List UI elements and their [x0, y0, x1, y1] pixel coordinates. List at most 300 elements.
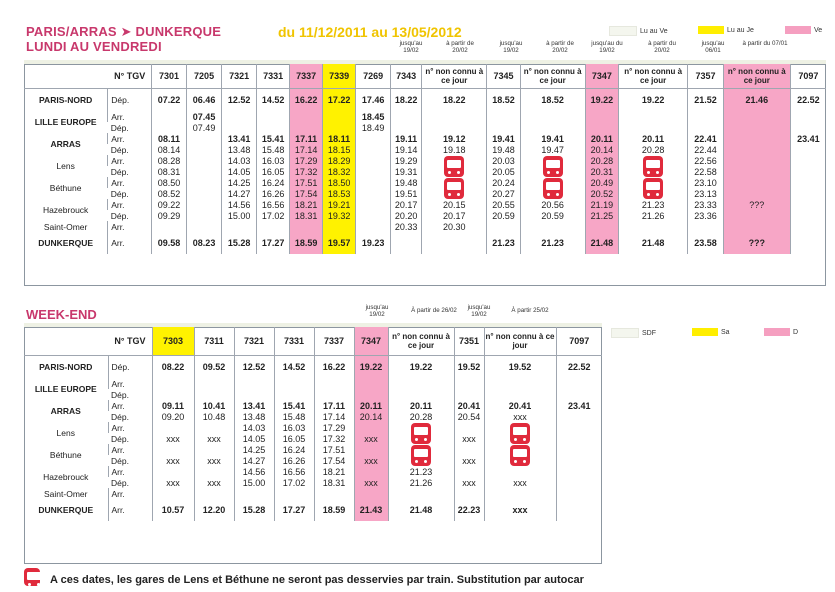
time-cell: 20.30 [422, 221, 487, 232]
time-cell [556, 378, 602, 389]
time-cell [152, 111, 187, 122]
time-cell [520, 111, 585, 122]
time-cell [322, 221, 356, 232]
arr-dep-label: Arr. [108, 400, 152, 411]
time-cell: 17.32 [290, 166, 322, 177]
train-number: n° non connu à ce jour [422, 64, 487, 89]
time-cell [556, 422, 602, 433]
time-cell: 16.22 [290, 89, 322, 112]
time-cell [234, 378, 274, 389]
time-cell: 17.02 [274, 477, 314, 488]
time-cell [356, 199, 391, 210]
time-cell: 15.48 [274, 411, 314, 422]
time-cell [194, 488, 234, 499]
time-cell [422, 232, 487, 254]
time-cell [556, 466, 602, 477]
time-cell [585, 122, 619, 133]
train-number: 7301 [152, 64, 187, 89]
time-cell: 21.19 [585, 199, 619, 210]
time-cell [194, 422, 234, 433]
time-cell [274, 389, 314, 400]
footer-note: A ces dates, les gares de Lens et Béthune ne seront pas desservies par train. Substitution par autocar [50, 574, 584, 586]
note-w7: à partir du 07/01 [742, 40, 788, 47]
table-row [24, 89, 826, 112]
time-cell: 21.23 [520, 232, 585, 254]
time-cell [487, 111, 521, 122]
time-cell: 17.32 [314, 433, 354, 444]
arr-dep-label: Arr. [108, 422, 152, 433]
time-cell [790, 144, 826, 155]
time-cell: 20.49 [585, 177, 619, 188]
time-cell [390, 122, 421, 133]
table-row [24, 411, 602, 422]
arr-dep-label: Dép. [110, 144, 129, 155]
note-e3: À partir 25/02 [511, 307, 549, 314]
legend-d: D [764, 328, 798, 336]
time-cell [256, 221, 290, 232]
time-cell: 18.31 [290, 210, 322, 221]
time-cell [274, 488, 314, 499]
time-cell: 21.26 [388, 477, 454, 488]
time-cell: 19.47 [520, 144, 585, 155]
table-row [24, 499, 602, 521]
time-cell [186, 144, 222, 155]
time-cell: 19.48 [390, 177, 421, 188]
time-cell: 20.24 [487, 177, 521, 188]
time-cell: 18.59 [290, 232, 322, 254]
train-number: 7269 [356, 64, 391, 89]
time-cell: 17.29 [290, 155, 322, 166]
time-cell [194, 444, 234, 455]
station-name: Lens [56, 428, 75, 438]
time-cell: 13.48 [234, 411, 274, 422]
train-number: n° non connu à ce jour [723, 64, 790, 89]
time-cell [790, 166, 826, 177]
arr-dep-label: Dép. [108, 356, 152, 379]
time-cell: 16.03 [256, 155, 290, 166]
weekend-timetable [24, 327, 602, 521]
time-cell [454, 422, 484, 433]
time-cell: 07.22 [152, 89, 187, 112]
time-cell: 08.23 [186, 232, 222, 254]
time-cell: 16.05 [256, 166, 290, 177]
arr-dep-label: Dép. [111, 411, 129, 422]
time-cell [556, 488, 602, 499]
time-cell: 17.54 [314, 455, 354, 466]
arr-dep-label: Arr. [108, 155, 152, 166]
bus-icon [643, 156, 663, 177]
time-cell [790, 232, 826, 254]
time-cell [222, 111, 257, 122]
time-cell [186, 221, 222, 232]
time-cell: 22.52 [790, 89, 826, 112]
train-number: n° non connu à ce jour [619, 64, 688, 89]
time-cell: xxx [354, 433, 388, 444]
time-cell [790, 199, 826, 210]
time-cell: 15.48 [256, 144, 290, 155]
time-cell: 08.31 [152, 166, 187, 177]
time-cell: 14.56 [234, 466, 274, 477]
time-cell: 19.11 [390, 133, 421, 144]
bus-icon [510, 423, 530, 444]
note-w6: jusqu'au 06/01 [701, 40, 725, 54]
time-cell: 21.26 [619, 210, 688, 221]
time-cell: 20.03 [487, 155, 521, 166]
time-cell: 23.36 [688, 210, 724, 221]
train-number: n° non connu à ce jour [520, 64, 585, 89]
time-cell: ??? [723, 232, 790, 254]
station-name: PARIS-NORD [39, 362, 93, 372]
footer-bus-icon [24, 568, 40, 586]
time-cell: 23.58 [688, 232, 724, 254]
station-name: Saint-Omer [44, 488, 88, 499]
time-cell: 21.23 [487, 232, 521, 254]
time-cell [356, 177, 391, 188]
table-row [24, 177, 826, 188]
legend-sa: Sa [692, 328, 730, 336]
time-cell: 21.43 [354, 499, 388, 521]
time-cell [520, 221, 585, 232]
time-cell: 09.58 [152, 232, 187, 254]
time-cell [186, 199, 222, 210]
time-cell [388, 488, 454, 499]
time-cell: 22.52 [556, 356, 602, 379]
time-cell: 20.20 [390, 210, 421, 221]
time-cell: 17.51 [290, 177, 322, 188]
time-cell [790, 177, 826, 188]
time-cell: 08.50 [152, 177, 187, 188]
time-cell: 18.52 [520, 89, 585, 112]
time-cell: 19.21 [322, 199, 356, 210]
time-cell [152, 488, 194, 499]
time-cell [256, 122, 290, 133]
arr-dep-label: Dép. [110, 188, 129, 199]
time-cell [556, 455, 602, 466]
arr-dep-label: Dép. [111, 477, 129, 488]
arr-dep-label: Arr. [108, 499, 152, 521]
time-cell: 15.41 [256, 133, 290, 144]
time-cell [186, 188, 222, 199]
time-cell [152, 122, 187, 133]
time-cell: 23.33 [688, 199, 724, 210]
table-row [24, 356, 602, 379]
bus-icon [543, 156, 563, 177]
time-cell: 12.20 [194, 499, 234, 521]
station-name: DUNKERQUE [38, 505, 94, 515]
time-cell [484, 466, 556, 477]
time-cell: 14.56 [222, 199, 257, 210]
time-cell: 16.24 [256, 177, 290, 188]
time-cell: 16.56 [256, 199, 290, 210]
time-cell: 14.52 [274, 356, 314, 379]
time-cell [152, 466, 194, 477]
note-e0: jusqu'au 19/02 [365, 304, 389, 318]
time-cell [484, 389, 556, 400]
time-cell: 19.41 [487, 133, 521, 144]
legend-swatch-yellow [698, 26, 724, 34]
train-number: 7321 [234, 327, 274, 356]
arr-dep-label: Dép. [110, 210, 129, 221]
bus-icon [444, 178, 464, 199]
time-cell [454, 378, 484, 389]
time-cell [556, 389, 602, 400]
time-cell: 16.56 [274, 466, 314, 477]
bus-icon [444, 156, 464, 177]
time-cell: 21.25 [585, 210, 619, 221]
train-number: 7097 [790, 64, 826, 89]
time-cell: 18.15 [322, 144, 356, 155]
time-cell: 20.11 [619, 133, 688, 144]
time-cell: 20.55 [487, 199, 521, 210]
time-cell: xxx [454, 477, 484, 488]
time-cell: 12.52 [234, 356, 274, 379]
arr-dep-label: Dép. [110, 166, 129, 177]
table-row [24, 133, 826, 144]
time-cell [422, 111, 487, 122]
time-cell [454, 488, 484, 499]
time-cell [723, 177, 790, 188]
time-cell [194, 389, 234, 400]
time-cell: 21.23 [619, 199, 688, 210]
time-cell [790, 221, 826, 232]
time-cell: 16.22 [314, 356, 354, 379]
time-cell: 14.25 [234, 444, 274, 455]
time-cell [688, 111, 724, 122]
time-cell: 19.23 [356, 232, 391, 254]
time-cell [314, 488, 354, 499]
time-cell [186, 210, 222, 221]
time-cell: xxx [152, 477, 194, 488]
train-number: 7331 [256, 64, 290, 89]
station-name: LILLE EUROPE [34, 384, 97, 394]
time-cell [186, 166, 222, 177]
arr-dep-label: Arr. [108, 232, 152, 254]
time-cell [356, 144, 391, 155]
time-cell [354, 378, 388, 389]
time-cell: 19.14 [390, 144, 421, 155]
station-name: Lens [56, 161, 75, 171]
time-cell: 18.22 [390, 89, 421, 112]
time-cell [234, 389, 274, 400]
time-cell [723, 144, 790, 155]
time-cell: 14.27 [222, 188, 257, 199]
time-cell: 17.14 [290, 144, 322, 155]
table-row [24, 444, 602, 455]
time-cell: 10.57 [152, 499, 194, 521]
time-cell [585, 111, 619, 122]
time-cell: 17.27 [256, 232, 290, 254]
time-cell: 19.52 [484, 356, 556, 379]
time-cell [274, 378, 314, 389]
time-cell: 16.05 [274, 433, 314, 444]
time-cell: 21.48 [619, 232, 688, 254]
station-name: Hazebrouck [43, 472, 89, 482]
time-cell: 21.46 [723, 89, 790, 112]
time-cell [619, 177, 688, 199]
tgv-number-label: N° TGV [24, 327, 152, 356]
time-cell: 19.41 [520, 133, 585, 144]
legend-swatch-pink-2 [764, 328, 790, 336]
time-cell: 14.03 [222, 155, 257, 166]
time-cell: 21.52 [688, 89, 724, 112]
time-cell [790, 155, 826, 166]
time-cell: xxx [194, 455, 234, 466]
time-cell: 23.10 [688, 177, 724, 188]
time-cell [354, 444, 388, 455]
time-cell: xxx [484, 411, 556, 422]
table-row [24, 378, 602, 389]
time-cell [454, 389, 484, 400]
train-number: 7205 [186, 64, 222, 89]
time-cell: 09.52 [194, 356, 234, 379]
time-cell: 20.14 [354, 411, 388, 422]
time-cell [723, 221, 790, 232]
time-cell [723, 122, 790, 133]
bus-icon [411, 445, 431, 466]
time-cell: 07.49 [186, 122, 222, 133]
time-cell: 20.15 [422, 199, 487, 210]
table-row [24, 210, 826, 221]
time-cell [556, 499, 602, 521]
time-cell: 20.56 [520, 199, 585, 210]
time-cell: 20.41 [454, 400, 484, 411]
time-cell [484, 444, 556, 466]
time-cell [484, 378, 556, 389]
time-cell [422, 177, 487, 199]
arr-dep-label: Dép. [111, 455, 129, 466]
arr-dep-label: Dép. [108, 89, 152, 112]
time-cell: 14.52 [256, 89, 290, 112]
time-cell: 15.41 [274, 400, 314, 411]
train-number: 7351 [454, 327, 484, 356]
train-number: n° non connu à ce jour [484, 327, 556, 356]
train-number: 7337 [314, 327, 354, 356]
time-cell [556, 477, 602, 488]
table-row [24, 400, 602, 411]
table-row [24, 122, 826, 133]
time-cell: 14.03 [234, 422, 274, 433]
weekend-title: WEEK-END [26, 307, 97, 322]
legend-sdf: SDF [611, 328, 656, 338]
time-cell: 19.29 [390, 155, 421, 166]
time-cell [356, 133, 391, 144]
time-cell [388, 378, 454, 389]
legend-lu-ve: Lu au Ve [609, 26, 668, 36]
time-cell [454, 444, 484, 455]
time-cell: 23.41 [556, 400, 602, 411]
time-cell [356, 166, 391, 177]
time-cell [356, 210, 391, 221]
time-cell: 17.27 [274, 499, 314, 521]
time-cell [354, 466, 388, 477]
time-cell: 13.41 [222, 133, 257, 144]
time-cell [322, 111, 356, 122]
table-row [24, 477, 602, 488]
time-cell: 23.41 [790, 133, 826, 144]
time-cell [484, 422, 556, 444]
time-cell [152, 221, 187, 232]
train-number: 7345 [487, 64, 521, 89]
train-number: 7303 [152, 327, 194, 356]
time-cell [723, 188, 790, 199]
table-row [24, 422, 602, 433]
time-cell [194, 378, 234, 389]
time-cell: 20.11 [388, 400, 454, 411]
time-cell [356, 155, 391, 166]
time-cell: xxx [454, 433, 484, 444]
time-cell [520, 122, 585, 133]
time-cell: 19.22 [388, 356, 454, 379]
time-cell: 18.49 [356, 122, 391, 133]
table-row [24, 144, 826, 155]
train-number: 7347 [585, 64, 619, 89]
time-cell: 18.11 [322, 133, 356, 144]
time-cell: 17.22 [322, 89, 356, 112]
bus-icon [543, 178, 563, 199]
time-cell [619, 221, 688, 232]
time-cell: 17.51 [314, 444, 354, 455]
time-cell: 16.24 [274, 444, 314, 455]
time-cell: 14.25 [222, 177, 257, 188]
time-cell [256, 111, 290, 122]
arr-dep-label: Dép. [111, 389, 129, 400]
time-cell: 20.28 [585, 155, 619, 166]
time-cell: 22.23 [454, 499, 484, 521]
time-cell: 17.14 [314, 411, 354, 422]
time-cell: 08.11 [152, 133, 187, 144]
note-e1: À partir de 26/02 [411, 307, 457, 314]
table-row [24, 155, 826, 166]
bus-icon [24, 568, 40, 586]
train-number: n° non connu à ce jour [388, 327, 454, 356]
days-line: LUNDI AU VENDREDI [26, 39, 162, 54]
table-row [24, 466, 602, 477]
note-w5: à partir du 20/02 [648, 40, 676, 54]
time-cell [688, 122, 724, 133]
table-row [24, 232, 826, 254]
time-cell: 19.48 [487, 144, 521, 155]
time-cell: 14.27 [234, 455, 274, 466]
time-cell: 23.13 [688, 188, 724, 199]
time-cell: 18.31 [314, 477, 354, 488]
time-cell [314, 389, 354, 400]
time-cell: 08.28 [152, 155, 187, 166]
time-cell: 12.52 [222, 89, 257, 112]
time-cell: xxx [454, 455, 484, 466]
train-number: 7311 [194, 327, 234, 356]
time-cell: 18.52 [487, 89, 521, 112]
time-cell: ??? [723, 199, 790, 210]
time-cell [484, 488, 556, 499]
legend-swatch-white-2 [611, 328, 639, 338]
time-cell: 07.45 [186, 111, 222, 122]
time-cell [222, 122, 257, 133]
time-cell [356, 221, 391, 232]
time-cell: 22.58 [688, 166, 724, 177]
arr-dep-label: Dép. [111, 433, 129, 444]
time-cell [585, 221, 619, 232]
time-cell: 20.14 [585, 144, 619, 155]
time-cell: xxx [194, 433, 234, 444]
time-cell: 20.59 [520, 210, 585, 221]
time-cell [152, 389, 194, 400]
arr-dep-label: Arr. [108, 488, 152, 499]
time-cell [520, 177, 585, 199]
time-cell: 18.32 [322, 166, 356, 177]
time-cell: 14.05 [234, 433, 274, 444]
weekday-timetable [24, 64, 826, 254]
time-cell [790, 210, 826, 221]
